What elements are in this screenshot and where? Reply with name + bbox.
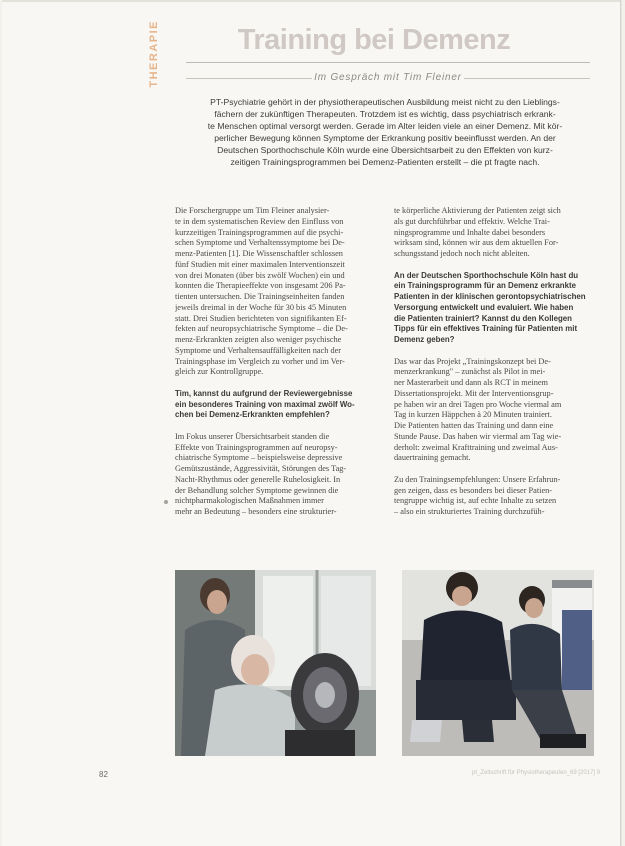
right-column	[394, 206, 593, 518]
photo-leg-exercise	[402, 570, 594, 756]
body-line: schen Symptome und Verhaltenssymptome bei De-	[175, 238, 345, 248]
body-line: menz-Erkrankten zeigten also weniger psychische	[175, 335, 342, 344]
intro-line: te Menschen optimal versorgt werden. Gerade im Alter leiden viele an einer Demenz. Mit kör-	[207, 121, 563, 132]
question-line: Demenz geben?	[394, 335, 455, 344]
body-line: konnten die Therapieeffekte von insgesamt 206 Pa-	[175, 281, 346, 291]
body-line: fekten auf neuropsychiatrische Symptome – die De-	[175, 324, 348, 334]
body-line: Stunde Pause. Das haben wir viermal am Tag wie-	[394, 431, 562, 441]
question-line: An der Deutschen Sporthochschule Köln hast du	[394, 270, 579, 280]
paragraph-gap	[175, 378, 374, 389]
body-line: kurzzeitigen Trainingsprogrammen auf die psychi-	[175, 227, 344, 237]
body-line: Gemütszustände, Aggressivität, Störungen des Tag-	[175, 464, 347, 473]
body-line: Zu den Trainingsempfehlungen: Unsere Erfahrun-	[394, 474, 561, 484]
body-line: pe haben wir an drei Tagen pro Woche viermal am	[394, 399, 562, 409]
section-tab	[148, 20, 162, 138]
question-line: Versorgung entwickelt und evaluiert. Wie haben	[394, 302, 574, 312]
body-line: – also ein strukturiertes Training durchzufüh-	[394, 507, 545, 516]
margin-dot	[164, 500, 168, 504]
paragraph-gap	[394, 260, 593, 271]
paragraph-gap	[394, 464, 593, 475]
body-line: te körperliche Aktivierung der Patienten zeigt sich	[394, 206, 561, 215]
photo-exercise-bike	[175, 570, 376, 756]
body-line: jeweils dreimal in der Woche für 30 bis 45 Minuten	[175, 302, 347, 312]
question-line: Patienten in der klinischen gerontopsychiatrischen	[394, 292, 586, 301]
body-line: wirksam sind, können wir aus dem aktuellen For-	[394, 238, 559, 248]
body-line: nichtpharmakologischen Maßnahmen immer	[175, 496, 324, 506]
body-line: Tag in kurzen Häppchen à 20 Minuten trainiert.	[394, 410, 552, 420]
body-line: Nacht-Rhythmus oder generelle Ruhelosigkeit. In	[175, 474, 341, 484]
body-line: der Behandlung solcher Symptome gewinnen die	[175, 485, 339, 495]
paragraph-gap	[175, 421, 374, 432]
body-line: mehr an Bedeutung – besonders eine strukturier-	[175, 507, 337, 516]
body-line: als gut durchführbar und effektiv. Welche Trai-	[394, 216, 550, 226]
body-line: Im Fokus unserer Übersichtsarbeit standen die	[175, 431, 330, 441]
body-line: fünf Studien mit einer maximalen Interventionszeit	[175, 259, 345, 269]
body-line: chiatrische Symptome – beispielsweise depressive	[175, 453, 343, 463]
body-line: Die Patienten hatten das Training und dann eine	[394, 421, 554, 430]
photo-exercise-bike-image	[175, 570, 376, 756]
body-line: tienten untersuchen. Die Trainingseinheiten fanden	[175, 292, 345, 301]
magazine-page	[2, 0, 620, 846]
body-line: dauertraining gemacht.	[394, 453, 471, 463]
intro-line: PT-Psychiatrie gehört in der physiotherapeutischen Ausbildung meist nicht zu den Lieblings-	[210, 97, 560, 107]
intro-line: fächern der zukünftigen Therapeuten. Trotzdem ist es wichtig, dass psychiatrisch erkrank-	[214, 109, 556, 120]
body-line: schungsstand jedoch noch nicht ableiten.	[394, 249, 530, 258]
intro-line: Deutschen Sporthochschule Köln wurde eine Übersichtsarbeit zu den Effekten von kurz-	[217, 145, 553, 156]
question-line: die Patienten trainiert? Kannst du den Kollegen	[394, 313, 572, 323]
page-footer: pt_Zeitschrift für Physiotherapeuten_69 [2017] 9	[472, 770, 601, 776]
article-intro	[192, 96, 578, 169]
body-line: derholt: zweimal Krafttraining und zweimal Aus-	[394, 442, 558, 452]
intro-line: perlicher Bewegung können Symptome der Erkrankung positiv beeinflusst werden. An der	[214, 133, 556, 144]
body-line: gleich zur Kontrollgruppe.	[175, 367, 264, 377]
body-line: ner Masterarbeit und dann als RCT in meinem	[394, 378, 548, 387]
question-line: Tim, kannst du aufgrund der Reviewergebnisse	[175, 388, 353, 398]
intro-line: zeitigen Trainingsprogrammen bei Demenz-Patienten erstellt – die pt fragte nach.	[230, 157, 540, 168]
article-subtitle: Im Gespräch mit Tim Fleiner	[314, 72, 462, 83]
subtitle-rule-left	[186, 78, 312, 79]
body-line: von drei Monaten (über bis zwölf Wochen) ein und	[175, 270, 345, 280]
question-line: ein Trainingsprogramm für an Demenz erkrankte	[394, 281, 576, 291]
question-line: ein besonderes Training von maximal zwölf Wo-	[175, 399, 355, 409]
paragraph-gap	[394, 346, 593, 357]
body-line: gen zeigen, dass es besonders bei dieser Patien-	[394, 485, 553, 495]
body-line: menz-Patienten [1]. Die Wissenschaftler schlossen	[175, 249, 343, 258]
question-line: chen bei Demenz-Erkrankten empfehlen?	[175, 410, 330, 420]
body-line: menzerkrankung" – zunächst als Pilot in mei-	[394, 367, 546, 377]
photo-leg-exercise-image	[402, 570, 594, 756]
subtitle-row	[186, 72, 590, 86]
body-line: ningsprogramme und Inhalte dabei besonders	[394, 227, 546, 237]
body-line: Das war das Projekt „Trainingskonzept bei De-	[394, 356, 551, 366]
subtitle-rule-right	[464, 78, 590, 79]
body-line: Symptome und Verhaltensauffälligkeiten nach der	[175, 345, 342, 355]
left-column	[175, 206, 374, 518]
question-line: Tipps für ein effektives Training für Patienten mit	[394, 324, 578, 334]
section-label: THERAPIE	[148, 20, 160, 88]
body-line: Die Forschergruppe um Tim Fleiner analysier-	[175, 206, 330, 215]
body-line: Trainingsphase im Vergleich zu vorher und im Ver-	[175, 356, 345, 366]
body-line: statt. Drei Studien berichteten von signifikanten Ef-	[175, 313, 347, 323]
body-line: tengruppe wichtig ist, auf echte Inhalte zu setzen	[394, 496, 557, 506]
body-line: te in dem systematischen Review den Einfluss von	[175, 216, 344, 226]
title-rule	[186, 62, 590, 63]
body-line: Effekte von Trainingsprogrammen auf neuropsy-	[175, 442, 338, 452]
article-title: Training bei Demenz	[237, 24, 511, 56]
body-line: Dissertationsprojekt. Mit der Interventionsgrup-	[394, 388, 554, 398]
page-number: 82	[99, 770, 108, 779]
